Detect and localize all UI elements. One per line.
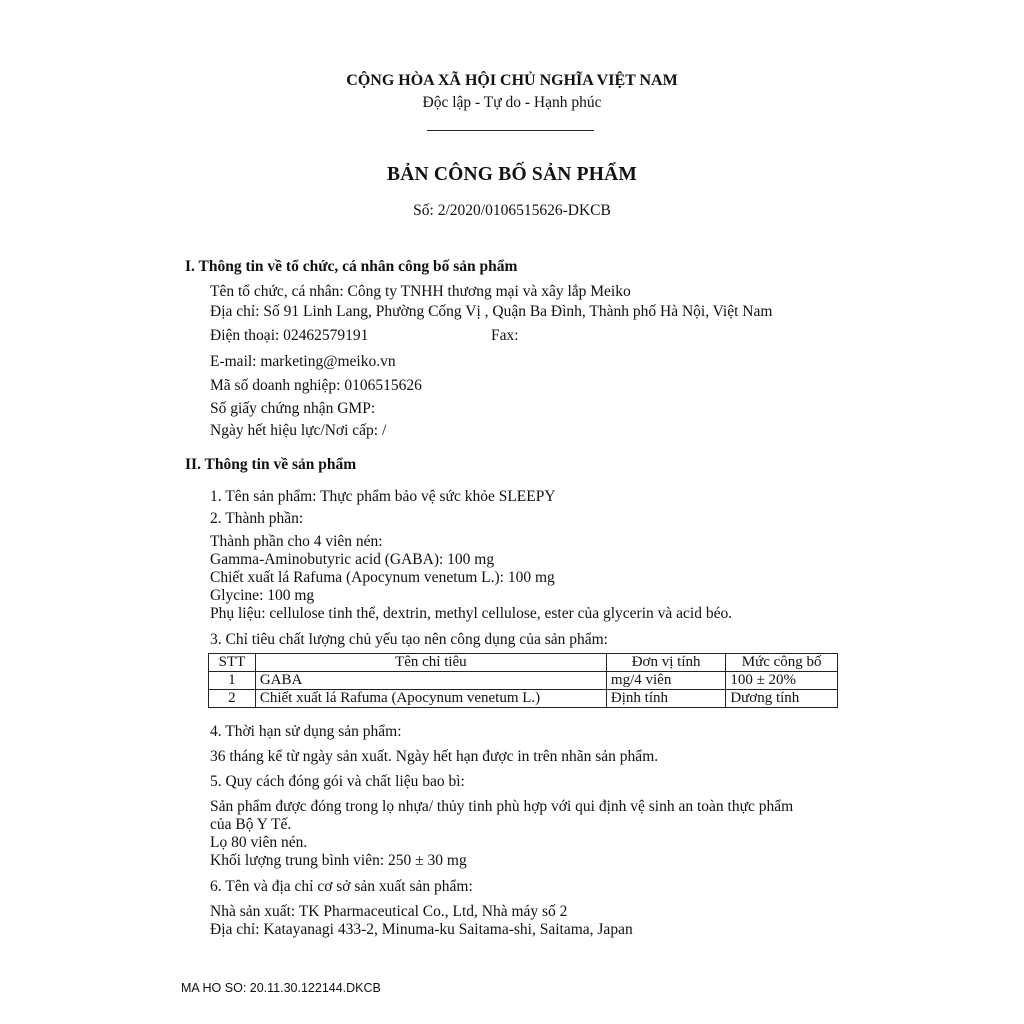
manufacturer-name: Nhà sản xuất: TK Pharmaceutical Co., Ltd, Nhà máy số 2	[210, 903, 568, 920]
ingredient-line: Gamma-Aminobutyric acid (GABA): 100 mg	[210, 551, 495, 568]
packaging-line: của Bộ Y Tế.	[210, 816, 292, 833]
divider	[427, 130, 594, 131]
nation-header: CỘNG HÒA XÃ HỘI CHỦ NGHĨA VIỆT NAM	[346, 72, 678, 89]
header-cell: Đơn vị tính	[606, 654, 725, 672]
cert-expiry: Ngày hết hiệu lực/Nơi cấp: /	[210, 422, 387, 439]
org-phone: Điện thoại: 02462579191	[210, 327, 369, 344]
business-code: Mã số doanh nghiệp: 0106515626	[210, 377, 422, 394]
quality-table	[208, 653, 838, 708]
table-cell: Định tính	[606, 690, 725, 708]
table-cell: 100 ± 20%	[726, 672, 838, 690]
table-header-row	[209, 654, 838, 672]
table-cell: Chiết xuất lá Rafuma (Apocynum venetum L.)	[255, 690, 606, 708]
packaging-line: Lọ 80 viên nén.	[210, 834, 308, 851]
quality-label: 3. Chỉ tiêu chất lượng chủ yếu tạo nên công dụng của sản phẩm:	[210, 631, 608, 648]
section2-heading: II. Thông tin về sản phẩm	[185, 456, 357, 473]
packaging-line: Khối lượng trung bình viên: 250 ± 30 mg	[210, 852, 467, 869]
manufacturer-label: 6. Tên và địa chỉ cơ sở sản xuất sản phẩm:	[210, 878, 473, 895]
document-number: Số: 2/2020/0106515626-DKCB	[413, 202, 611, 219]
org-fax: Fax:	[491, 327, 519, 344]
header-cell: STT	[209, 654, 256, 672]
packaging-label: 5. Quy cách đóng gói và chất liệu bao bì:	[210, 773, 465, 790]
ingredient-line: Phụ liệu: cellulose tinh thể, dextrin, methyl cellulose, ester của glycerin và acid béo.	[210, 605, 733, 622]
record-code: MA HO SO: 20.11.30.122144.DKCB	[181, 981, 381, 995]
packaging-line: Sản phẩm được đóng trong lọ nhựa/ thủy tinh phù hợp với qui định vệ sinh an toàn thực phẩm	[210, 798, 794, 815]
table-cell: 2	[209, 690, 256, 708]
ingredients-label: 2. Thành phần:	[210, 510, 304, 527]
table-cell: mg/4 viên	[606, 672, 725, 690]
manufacturer-address: Địa chỉ: Katayanagi 433-2, Minuma-ku Saitama-shi, Saitama, Japan	[210, 921, 633, 938]
table-cell: GABA	[255, 672, 606, 690]
table-cell: Dương tính	[726, 690, 838, 708]
table-row	[209, 690, 838, 708]
org-address: Địa chỉ: Số 91 Linh Lang, Phường Cống Vị , Quận Ba Đình, Thành phố Hà Nội, Việt Nam	[210, 303, 773, 320]
org-email: E-mail: marketing@meiko.vn	[210, 353, 396, 370]
section1-heading: I. Thông tin về tổ chức, cá nhân công bố sản phẩm	[185, 258, 518, 275]
ingredient-line: Thành phần cho 4 viên nén:	[210, 533, 383, 550]
header-cell: Tên chỉ tiêu	[255, 654, 606, 672]
shelf-life: 36 tháng kể từ ngày sản xuất. Ngày hết hạn được in trên nhãn sản phẩm.	[210, 748, 659, 765]
ingredient-line: Glycine: 100 mg	[210, 587, 315, 604]
motto: Độc lập - Tự do - Hạnh phúc	[422, 94, 602, 111]
shelf-life-label: 4. Thời hạn sử dụng sản phẩm:	[210, 723, 402, 740]
product-name: 1. Tên sản phẩm: Thực phẩm bảo vệ sức khỏe SLEEPY	[210, 488, 556, 505]
header-cell: Mức công bố	[726, 654, 838, 672]
org-name: Tên tổ chức, cá nhân: Công ty TNHH thương mại và xây lắp Meiko	[210, 283, 631, 300]
gmp-cert: Số giấy chứng nhận GMP:	[210, 400, 376, 417]
ingredient-line: Chiết xuất lá Rafuma (Apocynum venetum L.): 100 mg	[210, 569, 555, 586]
table-cell: 1	[209, 672, 256, 690]
table-row	[209, 672, 838, 690]
document-title: BẢN CÔNG BỐ SẢN PHẨM	[387, 164, 637, 185]
